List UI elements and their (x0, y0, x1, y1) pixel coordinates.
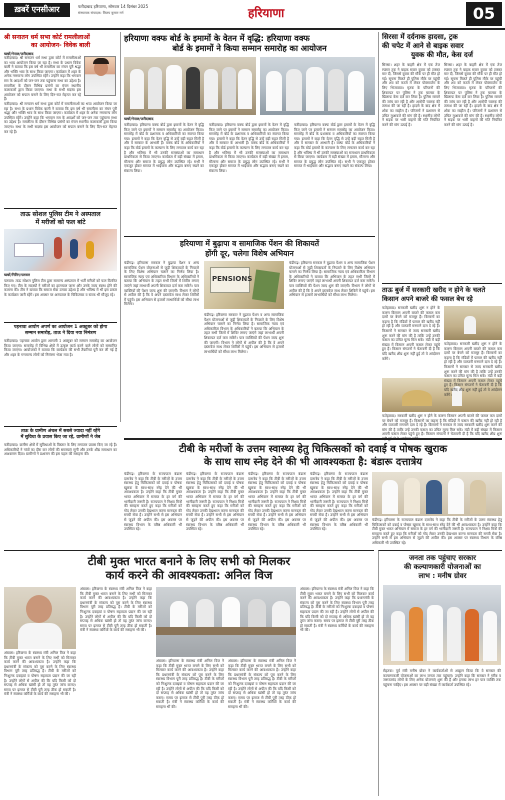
story-tb-governor (124, 438, 502, 548)
top-story (124, 33, 375, 235)
article-body: फरीदाबाद। हरियाणा वक्फ बोर्ड द्वारा इमामों के वेतन में वृद्धि किए जाने पर इमामों ने सम्मान समारोह का आयोजन किया। समारोह में बोर्ड के प्रशासक व अधिकारियों का स्वागत किया गया। इमामों ने कहा कि वेतन वृद्धि से उन्हें बड़ी राहत मिली है और वे सरकार के आभारी हैं। वक्फ बोर्ड के अधिकारियों ने कहा कि बोर्ड इमामों के कल्याण के लिए लगातार कार्य कर रहा है और भविष्य में भी उनकी समस्याओं का समाधान प्राथमिकता से किया जाएगा। कार्यक्रम में बड़ी संख्या में इमाम, मौलाना और समाज के प्रबुद्ध लोग उपस्थित रहे। सभी ने एकजुट होकर समाज में भाईचारा और सद्भाव बनाए रखने का संकल्प लिया। (209, 123, 289, 173)
headline (383, 554, 502, 581)
portrait-photo (84, 56, 116, 96)
headline-line: श्री सनातन धर्म सभा कोर्ट रामलीलाओं (4, 34, 90, 41)
headline (124, 443, 502, 469)
headline (4, 429, 117, 441)
article-body: सिरसा। शहर के बाहरी क्षेत्र में एक तेज रफ्तार ट्रक ने बाइक सवार युवक को टक्कर मार दी, जिससे युवक की मौके पर ही मौत हो गई। सूचना मिलते ही पुलिस मौके पर पहुंची और शव को कब्जे में लेकर पोस्टमार्टम के लिए भिजवाया। मृतक के परिजनों की शिकायत पर पुलिस ने ट्रक चालक के खिलाफ केस दर्ज कर लिया है। पुलिस मामले की जांच कर रही है और आरोपी चालक की तलाश की जा रही है। हादसे के बाद क्षेत्र में शोक का माहौल है। परिजनों ने प्रशासन से उचित मुआवजे की मांग की है। स्थानीय लोगों ने सड़क पर भारी वाहनों की गति नियंत्रित करने की मांग उठाई है। (444, 63, 502, 127)
article-body: चंडीगढ़। हरियाणा सरकार ने बुढ़ापा पेंशन व अन्य सामाजिक पेंशन योजनाओं से जुड़ी शिकायतों के निपटारे के लिए विशेष अभियान चलाने का निर्णय लिया है। सामाजिक न्याय एवं अधिकारिता विभाग के अधिकारियों ने बताया कि अभियान के तहत सभी जिलों में शिविर लगाए जाएंगे जहां लाभार्थी अपनी शिकायत दर्ज करा सकेंगे। पात्र व्यक्तियों की पेंशन जल्द शुरू की जाएगी। विभाग ने लोगों से अपील की है कि वे अपने दस्तावेज साथ लेकर शिविरों में पहुंचें। इस अभियान से हजारों लाभार्थियों को सीधा लाभ मिलेगा। (124, 261, 199, 307)
story-sanatan (4, 34, 117, 206)
minister-photo (4, 587, 76, 649)
headline-line: ताऊ बुर्ज में सरकारी खरीद न होने के चलते (382, 286, 486, 294)
article-body: रोहतक। पूर्व मंत्री मनीष ग्रोवर ने कार्यकर्ताओं से आह्वान किया कि वे सरकार की कल्याणकारी योजनाओं का लाभ जनता तक पहुंचाएं। उन्होंने कहा कि सरकार ने गरीब व जरूरतमंद लोगों के लिए अनेक योजनाएं शुरू की हैं और इनका लाभ हर पात्र व्यक्ति तक पहुंचना चाहिए। इस अवसर पर बड़ी संख्या में कार्यकर्ता उपस्थित रहे। (383, 669, 501, 687)
headline-line: टीबी मुक्त भारत बनाने के लिए सभी को मिलकर (87, 554, 291, 568)
headline-line: के साथ साथ स्नेह देने की भी आवश्यकता है: बंडारू दत्तात्रेय (203, 457, 423, 468)
article-body: फरीदाबाद। पहनावा आयोग द्वारा आगामी 1 अक्टूबर को सम्मान समारोह का आयोजन किया जाएगा। समारोह में विभिन्न क्षेत्रों में उत्कृष्ट कार्य करने वाले लोगों को सम्मानित किया जाएगा। आयोजकों ने बताया कि कार्यक्रम की सभी तैयारियां पूरी कर ली गई हैं और शहर के गणमान्य लोगों को निमंत्रण भेजा गया है। (4, 339, 117, 357)
headline-line: का आयोजन- विवेक बाली (30, 42, 91, 49)
article-body: फरीदाबाद। श्री सनातन धर्म सभा द्वारा कोर्ट में रामलीलाओं का भव्य आयोजन किया जा रहा है। सभा के प्रधान विवेक बाली ने बताया कि इस वर्ष भी रामलीला का मंचन पूरी श्रद्धा और भक्ति भाव के साथ किया जाएगा। कार्यक्रम में शहर के अनेक गणमान्य लोग उपस्थित रहेंगे। उन्होंने कहा कि भगवान राम के आदर्शों को जन-जन तक पहुंचाना सभा का उद्देश्य है। रामलीला के दौरान विभिन्न प्रसंगों का मंचन स्थानीय कलाकारों द्वारा किया जाएगा। सभा के सभी सदस्य इस आयोजन को सफल बनाने के लिए दिन-रात मेहनत कर रहे हैं। (4, 102, 117, 134)
headline (382, 286, 502, 303)
byline: खबरें/नेपाल/फरीदाबाद (4, 52, 34, 56)
headline-line: किसान अपने बाजरे की फसल बेच रहे (382, 294, 473, 303)
story-pension (124, 236, 375, 436)
article-body: फरीदाबाद। हरियाणा वक्फ बोर्ड द्वारा इमामों के वेतन में वृद्धि किए जाने पर इमामों ने सम्मान समारोह का आयोजन किया। समारोह में बोर्ड के प्रशासक व अधिकारियों का स्वागत किया गया। इमामों ने कहा कि वेतन वृद्धि से उन्हें बड़ी राहत मिली है और वे सरकार के आभारी हैं। वक्फ बोर्ड के अधिकारियों ने कहा कि बोर्ड इमामों के कल्याण के लिए लगातार कार्य कर रहा है और भविष्य में भी उनकी समस्याओं का समाधान प्राथमिकता से किया जाएगा। कार्यक्रम में बड़ी संख्या में इमाम, मौलाना और समाज के प्रबुद्ध लोग उपस्थित रहे। सभी ने एकजुट होकर समाज में भाईचारा और सद्भाव बनाए रखने का संकल्प लिया। (124, 123, 204, 173)
masthead (0, 0, 505, 30)
article-body: फतेहाबाद। सरकारी खरीद शुरू न होने के कारण किसान अपनी बाजरे की फसल कम दामों पर बेचने को मजबूर हैं। किसानों का कहना है कि मंडियों में फसल की खरीद नहीं हो रही है और व्यापारी मनमाने दाम दे रहे हैं। किसानों ने सरकार से जल्द सरकारी खरीद शुरू करने की मांग की है ताकि उन्हें उनकी फसल का उचित मूल्य मिल सके। मंडी में बड़ी संख्या में किसान अपनी फसल लेकर पहुंचे हुए हैं। किसान संगठनों ने चेतावनी दी है कि यदि खरीद शीघ्र शुरू नहीं हुई तो वे आंदोलन करेंगे। (382, 306, 440, 361)
headline-line: हरियाणा वक्फ बोर्ड के इमामों के वेतन में वृद्धि: हरियाणा वक्फ (124, 33, 310, 43)
headline-line: लाभ : मनीष ग्रोवर (418, 572, 467, 580)
article-body: फतेहाबाद। सरकारी खरीद शुरू न होने के कारण किसान अपनी बाजरे की फसल कम दामों पर बेचने को मजबूर हैं। किसानों का कहना है कि मंडियों में फसल की खरीद नहीं हो रही है और व्यापारी मनमाने दाम दे रहे हैं। किसानों ने सरकार से जल्द सरकारी खरीद शुरू करने की मांग की है ताकि उन्हें उनकी फसल का उचित मूल्य मिल सके। मंडी में बड़ी संख्या में किसान अपनी फसल लेकर पहुंचे हुए हैं। किसान संगठनों ने चेतावनी दी है कि यदि खरीद शीघ्र शुरू नहीं हुई तो वे आंदोलन करेंगे। (382, 414, 502, 441)
brand-logo (4, 3, 70, 17)
article-body: अंबाला। हरियाणा के स्वास्थ्य मंत्री अनिल विज ने कहा कि टीबी मुक्त भारत बनाने के लिए सभी को मिलकर कार्य करने की आवश्यकता है। उन्होंने कहा कि प्रधानमंत्री के संकल्प को पूरा करने के लिए स्वास्थ्य विभाग पूरी तरह प्रतिबद्ध है। टीबी के मरीजों को निःशुल्क दवाइयां व पोषण सहायता प्रदान की जा रही है। उन्होंने लोगों से अपील की कि यदि किसी को दो सप्ताह से अधिक खांसी हो तो वह तुरंत जांच कराए। समय पर इलाज से टीबी पूरी तरह ठीक हो सकती है। मंत्री ने स्वास्थ्य कर्मियों के कार्य की सराहना भी की। (80, 587, 152, 633)
story-farmers (382, 283, 502, 441)
headline-line: ताऊ सोशल पुलिस टीम ने अस्पताल (20, 211, 101, 218)
headline (4, 34, 117, 50)
story-pahnava (4, 322, 117, 422)
byline: खबरें/नितिन/पलवल (4, 273, 30, 277)
ceremony-photo (124, 57, 256, 115)
photo-caption: PENSIONS (212, 275, 253, 283)
story-rural (4, 426, 117, 538)
article-body: अंबाला। हरियाणा के स्वास्थ्य मंत्री अनिल विज ने कहा कि टीबी मुक्त भारत बनाने के लिए सभी को मिलकर कार्य करने की आवश्यकता है। उन्होंने कहा कि प्रधानमंत्री के संकल्प को पूरा करने के लिए स्वास्थ्य विभाग पूरी तरह प्रतिबद्ध है। टीबी के मरीजों को निःशुल्क दवाइयां व पोषण सहायता प्रदान की जा रही है। उन्होंने लोगों से अपील की कि यदि किसी को दो सप्ताह से अधिक खांसी हो तो वह तुरंत जांच कराए। समय पर इलाज से टीबी पूरी तरह ठीक हो सकती है। मंत्री ने स्वास्थ्य कर्मियों के कार्य की सराहना भी की। (4, 651, 76, 697)
headline (124, 239, 375, 258)
article-body: चंडीगढ़। हरियाणा के राज्यपाल बंडारू दत्तात्रेय ने कहा कि टीबी के मरीजों के उत्तम स्वास्थ्य हेतु चिकित्सकों को दवाई व पोषक खुराक के साथ-साथ स्नेह देने की भी आवश्यकता है। उन्होंने कहा कि टीबी मुक्त भारत अभियान में समाज के हर वर्ग की भागीदारी जरूरी है। राज्यपाल ने निक्षय मित्रों की सराहना करते हुए कहा कि मरीजों को गोद लेकर उनकी देखभाल करना मानवता की सच्ची सेवा है। उन्होंने सभी से इस अभियान से जुड़ने की अपील की। इस अवसर पर स्वास्थ्य विभाग के वरिष्ठ अधिकारी भी उपस्थित रहे। (186, 472, 244, 532)
headline (4, 325, 117, 337)
article-body: चंडीगढ़। हरियाणा के राज्यपाल बंडारू दत्तात्रेय ने कहा कि टीबी के मरीजों के उत्तम स्वास्थ्य हेतु चिकित्सकों को दवाई व पोषक खुराक के साथ-साथ स्नेह देने की भी आवश्यकता है। उन्होंने कहा कि टीबी मुक्त भारत अभियान में समाज के हर वर्ग की भागीदारी जरूरी है। राज्यपाल ने निक्षय मित्रों की सराहना करते हुए कहा कि मरीजों को गोद लेकर उनकी देखभाल करना मानवता की सच्ची सेवा है। उन्होंने सभी से इस अभियान से जुड़ने की अपील की। इस अवसर पर स्वास्थ्य विभाग के वरिष्ठ अधिकारी भी उपस्थित रहे। (310, 472, 368, 532)
hospital-photo (4, 229, 117, 271)
article-body: फरीदाबाद। हरियाणा वक्फ बोर्ड द्वारा इमामों के वेतन में वृद्धि किए जाने पर इमामों ने सम्मान समारोह का आयोजन किया। समारोह में बोर्ड के प्रशासक व अधिकारियों का स्वागत किया गया। इमामों ने कहा कि वेतन वृद्धि से उन्हें बड़ी राहत मिली है और वे सरकार के आभारी हैं। वक्फ बोर्ड के अधिकारियों ने कहा कि बोर्ड इमामों के कल्याण के लिए लगातार कार्य कर रहा है और भविष्य में भी उनकी समस्याओं का समाधान प्राथमिकता से किया जाएगा। कार्यक्रम में बड़ी संख्या में इमाम, मौलाना और समाज के प्रबुद्ध लोग उपस्थित रहे। सभी ने एकजुट होकर समाज में भाईचारा और सद्भाव बनाए रखने का संकल्प लिया। (294, 123, 375, 169)
article-body: फतेहाबाद। सरकारी खरीद शुरू न होने के कारण किसान अपनी बाजरे की फसल कम दामों पर बेचने को मजबूर हैं। किसानों का कहना है कि मंडियों में फसल की खरीद नहीं हो रही है और व्यापारी मनमाने दाम दे रहे हैं। किसानों ने सरकार से जल्द सरकारी खरीद शुरू करने की मांग की है ताकि उन्हें उनकी फसल का उचित मूल्य मिल सके। मंडी में बड़ी संख्या में किसान अपनी फसल लेकर पहुंचे हुए हैं। किसान संगठनों ने चेतावनी दी है कि यदि खरीद शीघ्र शुरू नहीं हुई तो वे आंदोलन करेंगे। (444, 342, 502, 397)
brand-name: ख़बरें एनसीआर (14, 5, 60, 14)
headline (124, 33, 375, 53)
story-manish-grover (378, 550, 502, 796)
article-body: फरीदाबाद। श्री सनातन धर्म सभा द्वारा कोर्ट में रामलीलाओं का भव्य आयोजन किया जा रहा है। सभा के प्रधान विवेक बाली ने बताया कि इस वर्ष भी रामलीला का मंचन पूरी श्रद्धा और भक्ति भाव के साथ किया जाएगा। कार्यक्रम में शहर के अनेक गणमान्य लोग उपस्थित रहेंगे। उन्होंने कहा कि भगवान राम के आदर्शों को जन-जन तक पहुंचाना सभा का उद्देश्य है। रामलीला के दौरान विभिन्न प्रसंगों का मंचन स्थानीय कलाकारों द्वारा किया जाएगा। सभा के सभी सदस्य इस आयोजन को सफल बनाने के लिए दिन-रात मेहनत कर रहे हैं। (4, 56, 81, 102)
rally-photo (383, 585, 501, 665)
headline (4, 211, 117, 227)
headline-line: बोर्ड के इमामों ने किया सम्मान समारोह का आयोजन (172, 43, 327, 53)
story-sirsa-accident (382, 33, 502, 281)
column-rule (120, 32, 121, 422)
headline-line: में मरीजों को फल बांटे (35, 219, 86, 226)
meeting-photo (156, 587, 296, 657)
article-body: चंडीगढ़। हरियाणा के राज्यपाल बंडारू दत्तात्रेय ने कहा कि टीबी के मरीजों के उत्तम स्वास्थ्य हेतु चिकित्सकों को दवाई व पोषक खुराक के साथ-साथ स्नेह देने की भी आवश्यकता है। उन्होंने कहा कि टीबी मुक्त भारत अभियान में समाज के हर वर्ग की भागीदारी जरूरी है। राज्यपाल ने निक्षय मित्रों की सराहना करते हुए कहा कि मरीजों को गोद लेकर उनकी देखभाल करना मानवता की सच्ची सेवा है। उन्होंने सभी से इस अभियान से जुड़ने की अपील की। इस अवसर पर स्वास्थ्य विभाग के वरिष्ठ अधिकारी भी उपस्थित रहे। (124, 472, 182, 532)
story-taau-social-police (4, 208, 117, 320)
article-body: चंडीगढ़। हरियाणा सरकार ने बुढ़ापा पेंशन व अन्य सामाजिक पेंशन योजनाओं से जुड़ी शिकायतों के निपटारे के लिए विशेष अभियान चलाने का निर्णय लिया है। सामाजिक न्याय एवं अधिकारिता विभाग के अधिकारियों ने बताया कि अभियान के तहत सभी जिलों में शिविर लगाए जाएंगे जहां लाभार्थी अपनी शिकायत दर्ज करा सकेंगे। पात्र व्यक्तियों की पेंशन जल्द शुरू की जाएगी। विभाग ने लोगों से अपील की है कि वे अपने दस्तावेज साथ लेकर शिविरों में पहुंचें। इस अभियान से हजारों लाभार्थियों को सीधा लाभ मिलेगा। (204, 313, 284, 354)
farm-photo-1 (444, 306, 502, 340)
article-body: चंडीगढ़। हरियाणा के राज्यपाल बंडारू दत्तात्रेय ने कहा कि टीबी के मरीजों के उत्तम स्वास्थ्य हेतु चिकित्सकों को दवाई व पोषक खुराक के साथ-साथ स्नेह देने की भी आवश्यकता है। उन्होंने कहा कि टीबी मुक्त भारत अभियान में समाज के हर वर्ग की भागीदारी जरूरी है। राज्यपाल ने निक्षय मित्रों की सराहना करते हुए कहा कि मरीजों को गोद लेकर उनकी देखभाल करना मानवता की सच्ची सेवा है। उन्होंने सभी से इस अभियान से जुड़ने की अपील की। इस अवसर पर स्वास्थ्य विभाग के वरिष्ठ अधिकारी भी उपस्थित रहे। (372, 518, 502, 545)
article-body: चंडीगढ़। हरियाणा सरकार ने बुढ़ापा पेंशन व अन्य सामाजिक पेंशन योजनाओं से जुड़ी शिकायतों के निपटारे के लिए विशेष अभियान चलाने का निर्णय लिया है। सामाजिक न्याय एवं अधिकारिता विभाग के अधिकारियों ने बताया कि अभियान के तहत सभी जिलों में शिविर लगाए जाएंगे जहां लाभार्थी अपनी शिकायत दर्ज करा सकेंगे। पात्र व्यक्तियों की पेंशन जल्द शुरू की जाएगी। विभाग ने लोगों से अपील की है कि वे अपने दस्तावेज साथ लेकर शिविरों में पहुंचें। इस अभियान से हजारों लाभार्थियों को सीधा लाभ मिलेगा। (289, 261, 375, 298)
headline-line: की कल्याणकारी योजनाओं का (404, 563, 481, 571)
dateline: फरीदाबाद हरियाणा, सोमवार 14 दिसंबर 2025 (78, 4, 149, 9)
article-body: अंबाला। हरियाणा के स्वास्थ्य मंत्री अनिल विज ने कहा कि टीबी मुक्त भारत बनाने के लिए सभी को मिलकर कार्य करने की आवश्यकता है। उन्होंने कहा कि प्रधानमंत्री के संकल्प को पूरा करने के लिए स्वास्थ्य विभाग पूरी तरह प्रतिबद्ध है। टीबी के मरीजों को निःशुल्क दवाइयां व पोषण सहायता प्रदान की जा रही है। उन्होंने लोगों से अपील की कि यदि किसी को दो सप्ताह से अधिक खांसी हो तो वह तुरंत जांच कराए। समय पर इलाज से टीबी पूरी तरह ठीक हो सकती है। मंत्री ने स्वास्थ्य कर्मियों के कार्य की सराहना भी की। (228, 659, 296, 709)
byline: खबरें/नेपाल/फरीदाबाद (124, 117, 154, 121)
section-title: हरियाणा (248, 6, 285, 20)
headline-line: टीबी के मरीजों के उत्तम स्वास्थ्य हेतु चिकित्सकों को दवाई व पोषक खुराक (178, 444, 448, 455)
article-body: अंबाला। हरियाणा के स्वास्थ्य मंत्री अनिल विज ने कहा कि टीबी मुक्त भारत बनाने के लिए सभी को मिलकर कार्य करने की आवश्यकता है। उन्होंने कहा कि प्रधानमंत्री के संकल्प को पूरा करने के लिए स्वास्थ्य विभाग पूरी तरह प्रतिबद्ध है। टीबी के मरीजों को निःशुल्क दवाइयां व पोषण सहायता प्रदान की जा रही है। उन्होंने लोगों से अपील की कि यदि किसी को दो सप्ताह से अधिक खांसी हो तो वह तुरंत जांच कराए। समय पर इलाज से टीबी पूरी तरह ठीक हो सकती है। मंत्री ने स्वास्थ्य कर्मियों के कार्य की सराहना भी की। (156, 659, 224, 709)
story-tb-vij (4, 550, 374, 796)
headline-line: हरियाणा में बुढ़ापा व सामाजिक पेंशन की शिकायतें (179, 239, 320, 248)
headline-line: ताऊ के ग्रामीण अंचल में सबसे ज्यादा नहीं रहेंगे (20, 429, 101, 434)
headline-line: सिरसा में दर्दनाक हादसा, ट्रक (382, 33, 458, 41)
headline (4, 554, 374, 582)
governor-photo (372, 472, 502, 516)
headline-line: होंगी दूर, चलेगा विशेष अभियान (205, 248, 294, 258)
article-body: अंबाला। हरियाणा के स्वास्थ्य मंत्री अनिल विज ने कहा कि टीबी मुक्त भारत बनाने के लिए सभी को मिलकर कार्य करने की आवश्यकता है। उन्होंने कहा कि प्रधानमंत्री के संकल्प को पूरा करने के लिए स्वास्थ्य विभाग पूरी तरह प्रतिबद्ध है। टीबी के मरीजों को निःशुल्क दवाइयां व पोषण सहायता प्रदान की जा रही है। उन्होंने लोगों से अपील की कि यदि किसी को दो सप्ताह से अधिक खांसी हो तो वह तुरंत जांच कराए। समय पर इलाज से टीबी पूरी तरह ठीक हो सकती है। मंत्री ने स्वास्थ्य कर्मियों के कार्य की सराहना भी की। (300, 587, 374, 633)
column-rule (378, 32, 379, 282)
article-body: सिरसा। शहर के बाहरी क्षेत्र में एक तेज रफ्तार ट्रक ने बाइक सवार युवक को टक्कर मार दी, जिससे युवक की मौके पर ही मौत हो गई। सूचना मिलते ही पुलिस मौके पर पहुंची और शव को कब्जे में लेकर पोस्टमार्टम के लिए भिजवाया। मृतक के परिजनों की शिकायत पर पुलिस ने ट्रक चालक के खिलाफ केस दर्ज कर लिया है। पुलिस मामले की जांच कर रही है और आरोपी चालक की तलाश की जा रही है। हादसे के बाद क्षेत्र में शोक का माहौल है। परिजनों ने प्रशासन से उचित मुआवजे की मांग की है। स्थानीय लोगों ने सड़क पर भारी वाहनों की गति नियंत्रित करने की मांग उठाई है। (382, 63, 440, 127)
headline-line: पहनावा आयोग अपर्ण का आयोजन 1 अक्टूबर को होगा (13, 325, 108, 330)
article-body: चंडीगढ़। हरियाणा के राज्यपाल बंडारू दत्तात्रेय ने कहा कि टीबी के मरीजों के उत्तम स्वास्थ्य हेतु चिकित्सकों को दवाई व पोषक खुराक के साथ-साथ स्नेह देने की भी आवश्यकता है। उन्होंने कहा कि टीबी मुक्त भारत अभियान में समाज के हर वर्ग की भागीदारी जरूरी है। राज्यपाल ने निक्षय मित्रों की सराहना करते हुए कहा कि मरीजों को गोद लेकर उनकी देखभाल करना मानवता की सच्ची सेवा है। उन्होंने सभी से इस अभियान से जुड़ने की अपील की। इस अवसर पर स्वास्थ्य विभाग के वरिष्ठ अधिकारी भी उपस्थित रहे। (248, 472, 306, 532)
headline-line: सम्मान समारोह, ताऊ ने दिया नया निमंत्रण (24, 331, 97, 336)
page-number: 05 (466, 2, 502, 26)
group-photo (260, 57, 375, 115)
headline (382, 33, 502, 60)
article-body: फरीदाबाद। ग्रामीण क्षेत्रों में सुविधाओं के विस्तार के लिए लगातार प्रयास किए जा रहे हैं। अधिकारियों ने गांवों का दौरा कर लोगों की समस्याएं सुनीं और उनके शीघ्र समाधान का आश्वासन दिया। ग्रामीणों ने प्रशासन की इस पहल की सराहना की। (4, 443, 117, 457)
pension-photo (204, 261, 284, 309)
headline-line: की चपेट में आने से बाइक सवार (382, 42, 464, 50)
article-body: पलवल। ताऊ सोशल पुलिस टीम द्वारा सामान्य अस्पताल में भर्ती मरीजों को फल वितरित किए गए। टीम के सदस्यों ने मरीजों का हालचाल जाना और उनके जल्द स्वस्थ होने की कामना की। टीम ने बताया कि समाज सेवा उनका उद्देश्य है और भविष्य में भी इस प्रकार के कार्यक्रम जारी रहेंगे। इस अवसर पर अस्पताल के चिकित्सक व स्टाफ भी मौजूद रहे। (4, 279, 117, 297)
headline-line: युवक की मौत, केस दर्ज (411, 51, 473, 59)
subline: संस्थापक संपादक: विजय कुमार गर्ग (78, 11, 124, 15)
headline-line: कार्य करने की आवश्यकता: अनिल विज (105, 568, 273, 582)
headline-line: में सुविधा के प्रयास किए जा रहे, ग्रामीणों ने जेब (20, 435, 101, 440)
headline-line: जनता तक पहुंचाए सरकार (408, 554, 477, 562)
